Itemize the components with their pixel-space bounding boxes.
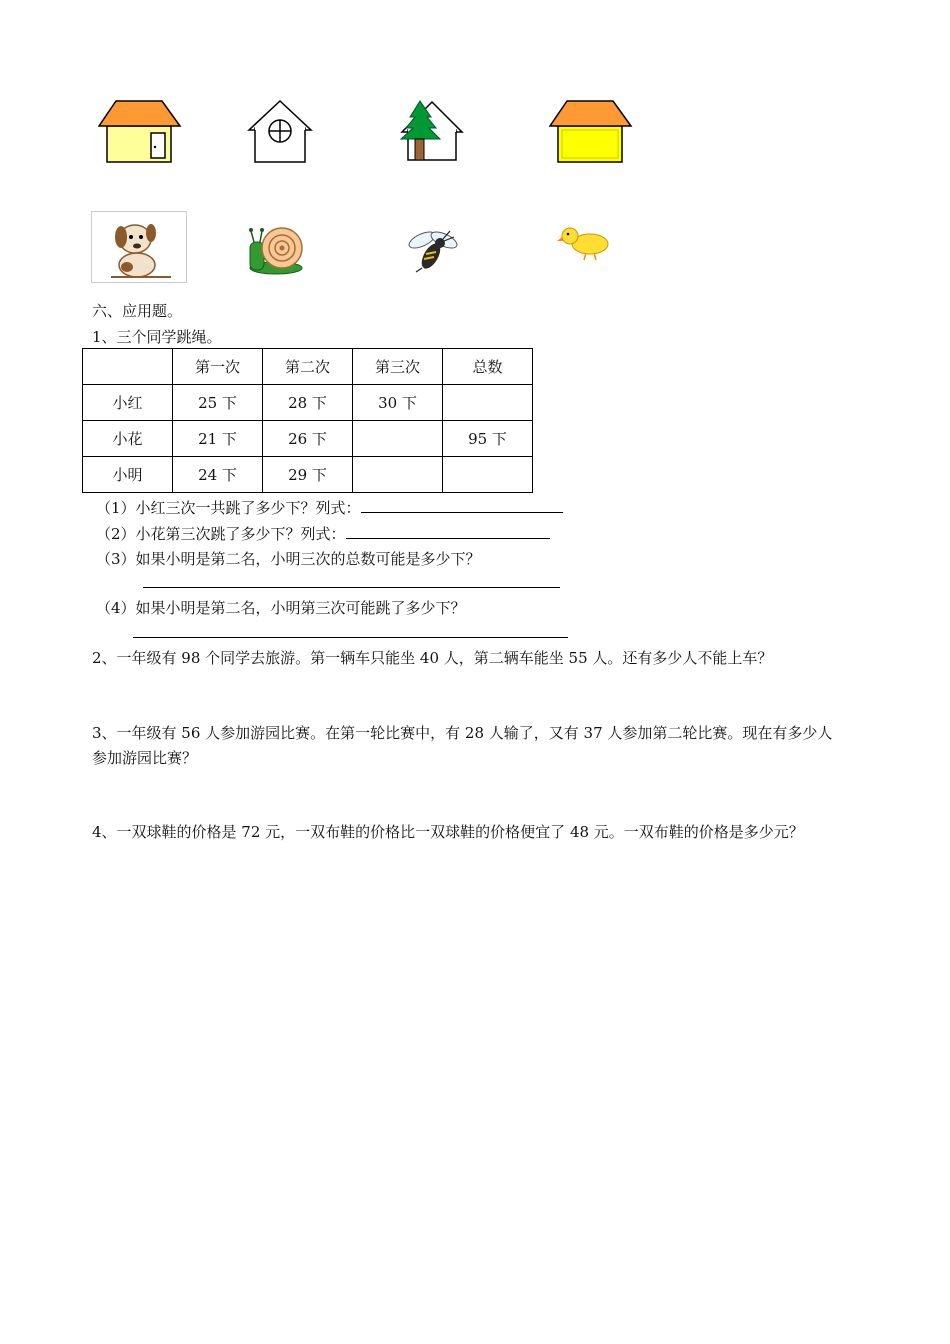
- header-cell: 第二次: [263, 349, 353, 385]
- table-row: [83, 421, 533, 457]
- student-name-cell: 小红: [83, 385, 173, 421]
- student-name-cell: 小明: [83, 457, 173, 493]
- answer-blank-1[interactable]: [361, 498, 563, 513]
- table-cell: 21 下: [173, 421, 263, 457]
- table-row: [83, 385, 533, 421]
- jump-rope-table: [82, 348, 533, 493]
- table-row: [83, 457, 533, 493]
- puppy-picture: [91, 211, 187, 283]
- sub-question-1-text: （1）小红三次一共跳了多少下？列式：: [96, 499, 361, 517]
- house-with-window-picture: [247, 99, 313, 165]
- question-3-line-1: 3、一年级有 56 人参加游园比赛。在第一轮比赛中，有 28 人输了，又有 37 人参加第二轮比赛。现在有多少人: [92, 724, 833, 742]
- answer-line-3[interactable]: [143, 587, 560, 588]
- question-4: 4、一双球鞋的价格是 72 元，一双布鞋的价格比一双球鞋的价格便宜了 48 元。一双布鞋的价格是多少元？: [92, 823, 804, 841]
- student-name-cell: 小花: [83, 421, 173, 457]
- table-cell: 24 下: [173, 457, 263, 493]
- table-cell: [353, 421, 443, 457]
- sub-question-1: [96, 497, 563, 518]
- header-cell: 第三次: [353, 349, 443, 385]
- question-1-title: 1、三个同学跳绳。: [92, 328, 222, 346]
- section-title: 六、应用题。: [92, 302, 183, 320]
- header-cell: [83, 349, 173, 385]
- sub-question-2-text: （2）小花第三次跳了多少下？列式：: [96, 525, 346, 543]
- table-cell: 30 下: [353, 385, 443, 421]
- table-cell: 29 下: [263, 457, 353, 493]
- answer-line-4[interactable]: [133, 637, 568, 638]
- house-with-tree-picture: [398, 99, 464, 165]
- table-cell: [353, 457, 443, 493]
- table-cell: [443, 385, 533, 421]
- table-cell: 26 下: [263, 421, 353, 457]
- header-cell: 第一次: [173, 349, 263, 385]
- snail-picture: [244, 222, 304, 276]
- header-cell: 总数: [443, 349, 533, 385]
- table-cell: [443, 457, 533, 493]
- table-cell: 95 下: [443, 421, 533, 457]
- yellow-house-picture: [549, 99, 633, 165]
- table-cell: 28 下: [263, 385, 353, 421]
- bee-picture: [404, 224, 462, 274]
- table-cell: 25 下: [173, 385, 263, 421]
- sub-question-3: （3）如果小明是第二名，小明三次的总数可能是多少下？: [96, 550, 481, 568]
- question-2: 2、一年级有 98 个同学去旅游。第一辆车只能坐 40 人，第二辆车能坐 55 人。还有多少人不能上车？: [92, 649, 773, 667]
- sub-question-2: [96, 523, 550, 544]
- sub-question-4: （4）如果小明是第二名，小明第三次可能跳了多少下？: [96, 599, 466, 617]
- duckling-picture: [556, 222, 612, 262]
- question-3-line-2: 参加游园比赛？: [92, 749, 198, 767]
- answer-blank-2[interactable]: [346, 524, 550, 539]
- house-with-door-picture: [98, 99, 182, 165]
- table-header-row: [83, 349, 533, 385]
